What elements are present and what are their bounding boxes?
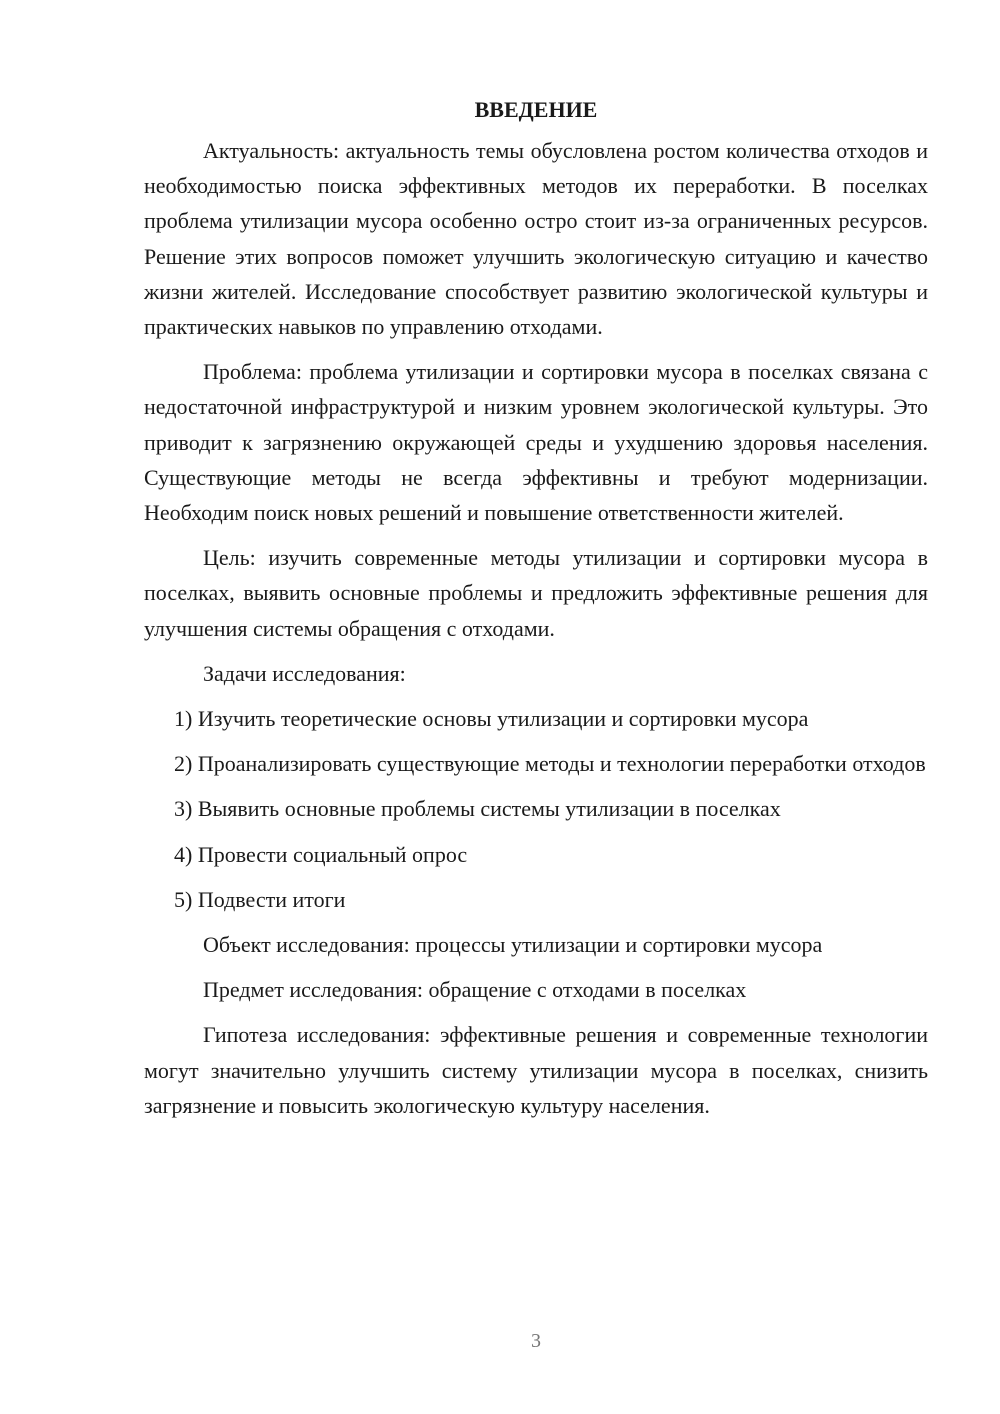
paragraph-problem: Проблема: проблема утилизации и сортировки мусора в поселках связана с недостаточной инфраструктурой и низким уровнем экологической культуры. Это приводит к загрязнению окружающей среды и ухудшению здоровья населения. Существующие методы не всегда эффективны и требуют модернизации. Необходим поиск новых решений и повышение ответственности жителей. xyxy=(144,359,928,526)
paragraph-subject: Предмет исследования: обращение с отходами в поселках xyxy=(203,977,747,1003)
tasks-heading: Задачи исследования: xyxy=(203,660,406,686)
task-item-2: 2) Проанализировать существующие методы и технологии переработки отходов xyxy=(174,751,926,777)
task-item-4: 4) Провести социальный опрос xyxy=(174,841,468,867)
paragraph-hypothesis: Гипотеза исследования: эффективные решения и современные технологии могут значительно улучшить систему утилизации мусора в поселках, снизить загрязнение и повысить экологическую культуру населения. xyxy=(144,1022,928,1118)
paragraph-goal: Цель: изучить современные методы утилизации и сортировки мусора в поселках, выявить основные проблемы и предложить эффективные решения для улучшения системы обращения с отходами. xyxy=(144,545,928,641)
page-number: 3 xyxy=(531,1330,541,1352)
task-item-5: 5) Подвести итоги xyxy=(174,886,346,912)
document-page xyxy=(144,92,928,1133)
task-item-1: 1) Изучить теоретические основы утилизации и сортировки мусора xyxy=(174,706,809,732)
task-item-3: 3) Выявить основные проблемы системы утилизации в поселках xyxy=(174,796,781,822)
paragraph-relevance: Актуальность: актуальность темы обусловлена ростом количества отходов и необходимостью поиска эффективных методов их переработки. В поселках проблема утилизации мусора особенно остро стоит из-за ограниченных ресурсов. Решение этих вопросов поможет улучшить экологическую ситуацию и качество жизни жителей. Исследование способствует развитию экологической культуры и практических навыков по управлению отходами. xyxy=(144,138,928,340)
paragraph-object: Объект исследования: процессы утилизации и сортировки мусора xyxy=(203,932,823,958)
section-title: ВВЕДЕНИЕ xyxy=(474,97,598,122)
